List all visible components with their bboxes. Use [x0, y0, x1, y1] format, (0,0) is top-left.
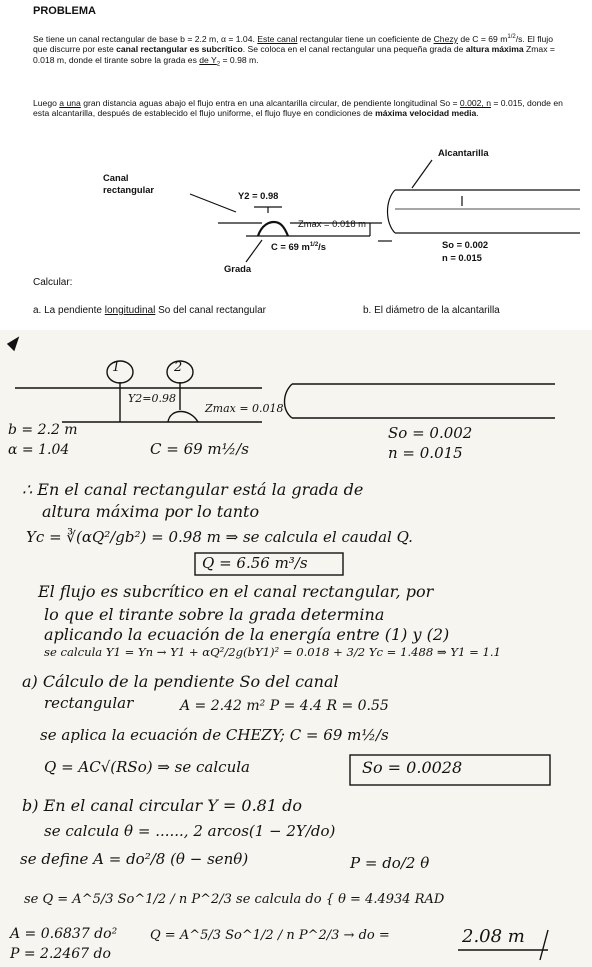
p1-text-l: = 0.98 m.	[220, 54, 259, 65]
chezy-unit: /s	[318, 241, 326, 252]
qa-suffix: So del canal rectangular	[155, 305, 266, 316]
note-q-result: Q = 6.56 m³/s	[202, 554, 308, 572]
note-alpha: α = 1.04	[8, 442, 70, 458]
chezy-sup: 1/2	[309, 241, 319, 248]
note-line-1: ∴ En el canal rectangular está la grada de	[22, 480, 364, 499]
p1-text-j: Zmax = 0.018 m, donde el tirante sobre la grada es	[33, 44, 555, 65]
p1-text-b: Este canal	[257, 33, 298, 44]
note-line-12: b) En el canal circular Y = 0.81 do	[22, 796, 302, 815]
note-zmax: Zmax = 0.018	[205, 402, 284, 415]
note-n: n = 0.015	[388, 444, 463, 462]
problem-title: PROBLEMA	[33, 5, 96, 17]
sketch-step	[168, 412, 198, 423]
note-line-5: lo que el tirante sobre la grada determina	[44, 605, 385, 624]
note-line-14: se define A = do²/8 (θ − senθ)	[20, 850, 249, 868]
note-line-14b: P = do/2 θ	[350, 854, 430, 872]
note-line-9a: rectangular	[44, 694, 134, 712]
alcantarilla-label: Alcantarilla	[438, 147, 489, 158]
canal-arrow	[190, 194, 236, 212]
canal-label-1: Canal	[103, 172, 129, 183]
note-section-1: 1	[112, 360, 121, 375]
do-check-mark	[540, 930, 548, 960]
note-do-result: 2.08 m	[462, 926, 525, 947]
p2-text-e: = 0.015, donde en esta alcantarilla, después de establecido el flujo uniforme, el flujo fluye en condiciones de	[33, 98, 563, 119]
note-line-7: se calcula Y1 = Yn → Y1 + αQ²/2g(bY1)² = 0.018 + 3/2 Yc = 1.488 ⇒ Y1 = 1.1	[44, 645, 501, 659]
qa-prefix: a. La pendiente	[33, 305, 105, 316]
note-b: b = 2.2 m	[8, 422, 78, 438]
alcantarilla-arrow	[412, 160, 432, 188]
p2-text-f: máxima velocidad media	[375, 108, 477, 119]
note-line-2: altura máxima por lo tanto	[42, 502, 260, 521]
n-label: n = 0.015	[442, 252, 482, 263]
p2-text-a: Luego	[33, 98, 60, 108]
note-line-13: se calcula θ = ......, 2 arcos(1 − 2Y/do)	[44, 822, 336, 840]
note-line-15: se Q = A^5/3 So^1/2 / n P^2/3 se calcula do { θ = 4.4934 RAD	[24, 892, 445, 907]
p1-text-i: altura máxima	[465, 44, 524, 55]
note-c: C = 69 m½/s	[150, 440, 249, 458]
note-line-16b: Q = A^5/3 So^1/2 / n P^2/3 → do =	[150, 928, 390, 943]
culvert-mouth	[388, 190, 396, 233]
zmax-label: Zmax = 0.018 m	[298, 218, 366, 229]
note-line-10: se aplica la ecuación de CHEZY; C = 69 m½/s	[40, 726, 389, 744]
note-section-2: 2	[174, 360, 183, 375]
note-line-4: El flujo es subcrítico en el canal rectangular, por	[38, 582, 434, 601]
sketch-culvert-mouth	[285, 384, 293, 418]
p1-text-e: de C = 69 m	[457, 33, 508, 44]
calcular-label: Calcular:	[33, 277, 73, 288]
handwritten-solution	[0, 330, 592, 967]
channel-diagram	[0, 0, 592, 330]
p2-text-c: gran distancia aguas abajo el flujo entra en una alcantarilla circular, de pendiente longitudinal So =	[80, 98, 460, 108]
pen-mark	[8, 338, 18, 350]
qa-underlined: longitudinal	[104, 305, 156, 316]
p1-text-f: /s. El flujo que discurre por este	[33, 33, 553, 55]
note-line-8: a) Cálculo de la pendiente So del canal	[22, 672, 339, 691]
p2-text-d: 0.002, n	[459, 98, 491, 108]
p1-text-d: Chezy	[433, 33, 458, 44]
note-line-11: Q = AC√(RSo) ⇒ se calcula	[44, 758, 250, 776]
p1-text-k: de Y	[199, 54, 217, 65]
chezy-c: C = 69 m	[271, 241, 310, 252]
p1-text-h: . Se coloca en el canal rectangular una pequeña grada de	[242, 44, 466, 55]
step-shape	[258, 222, 288, 236]
note-line-9b: A = 2.42 m² P = 4.4 R = 0.55	[180, 698, 389, 714]
note-line-17: P = 2.2467 do	[10, 946, 111, 962]
p2-text-b: a una	[59, 98, 81, 108]
note-so-result: So = 0.0028	[362, 758, 463, 777]
grada-arrow	[246, 240, 262, 262]
so-label: So = 0.002	[442, 239, 489, 250]
p1-text-c: rectangular tiene un coeficiente de	[297, 33, 434, 44]
printed-problem	[0, 0, 592, 330]
p1-text-e-sup: 1/2	[507, 34, 516, 40]
note-y2: Y2=0.98	[128, 392, 176, 405]
canal-label-2: rectangular	[103, 184, 155, 195]
note-so: So = 0.002	[388, 424, 473, 442]
question-a	[33, 305, 266, 316]
p2-text-g: .	[476, 108, 479, 119]
p1-text-g: canal rectangular es subcrítico	[116, 44, 243, 55]
note-line-3: Yc = ∛(αQ²/gb²) = 0.98 m ⇒ se calcula el caudal Q.	[26, 528, 413, 546]
y2-label: Y2 = 0.98	[238, 190, 279, 201]
p1-text-k-sub: 2	[216, 61, 221, 68]
note-line-16a: A = 0.6837 do²	[10, 926, 118, 942]
note-line-6: aplicando la ecuación de la energía entre (1) y (2)	[44, 625, 450, 644]
p1-text-a: Se tiene un canal rectangular de base b = 2.2 m, α = 1.04.	[33, 33, 258, 44]
question-b: b. El diámetro de la alcantarilla	[363, 305, 500, 316]
grada-label: Grada	[224, 263, 252, 274]
chezy-label	[271, 241, 326, 252]
